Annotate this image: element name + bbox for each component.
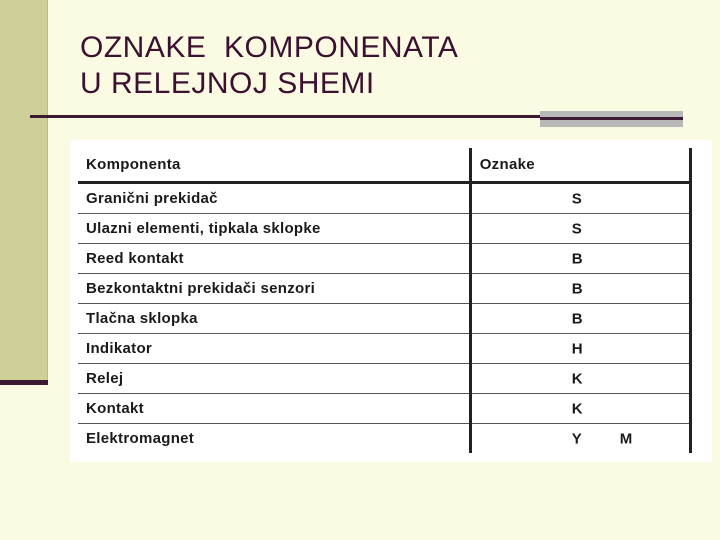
component-name: Relej: [78, 364, 470, 394]
component-mark-cell: [470, 304, 690, 334]
slide-title: [80, 30, 458, 102]
component-mark-cell: [470, 274, 690, 304]
component-mark: S: [571, 190, 583, 207]
component-mark-cell: [470, 364, 690, 394]
title-rule: [30, 115, 540, 118]
component-mark: B: [571, 250, 583, 267]
title-rule-accent-line: [540, 117, 683, 120]
component-name: Reed kontakt: [78, 244, 470, 274]
component-name: Kontakt: [78, 394, 470, 424]
table-header-row: [78, 148, 691, 183]
components-table: [78, 148, 692, 453]
component-mark-cell: [470, 334, 690, 364]
component-mark: K: [571, 370, 583, 387]
component-mark-secondary: M: [619, 430, 633, 447]
component-mark: S: [571, 220, 583, 237]
table-row: [78, 304, 691, 334]
component-name: Bezkontaktni prekidači senzori: [78, 274, 470, 304]
component-mark: B: [571, 310, 583, 327]
header-marks: Oznake: [470, 148, 690, 183]
component-mark: H: [571, 340, 583, 357]
component-mark-cell: [470, 183, 690, 214]
table-row: [78, 364, 691, 394]
component-mark: K: [571, 400, 583, 417]
component-name: Elektromagnet: [78, 424, 470, 454]
component-mark-cell: [470, 394, 690, 424]
component-mark: B: [571, 280, 583, 297]
table-row: [78, 214, 691, 244]
component-name: Tlačna sklopka: [78, 304, 470, 334]
component-name: Granični prekidač: [78, 183, 470, 214]
table-row: [78, 394, 691, 424]
side-decoration-band: [0, 0, 48, 382]
component-mark: Y: [571, 430, 583, 447]
component-name: Indikator: [78, 334, 470, 364]
table-row: [78, 244, 691, 274]
table-row: [78, 334, 691, 364]
component-name: Ulazni elementi, tipkala sklopke: [78, 214, 470, 244]
table-row: [78, 274, 691, 304]
side-decoration-foot: [0, 380, 48, 385]
component-mark-cell: [470, 244, 690, 274]
table-row: [78, 183, 691, 214]
component-mark-cell: [470, 424, 690, 454]
table-row: [78, 424, 691, 454]
header-component: Komponenta: [78, 148, 470, 183]
components-table-panel: [70, 140, 712, 462]
slide-title-line-2: U RELEJNOJ SHEMI: [80, 67, 375, 100]
slide-title-line-1: OZNAKE KOMPONENATA: [80, 31, 459, 64]
component-mark-cell: [470, 214, 690, 244]
